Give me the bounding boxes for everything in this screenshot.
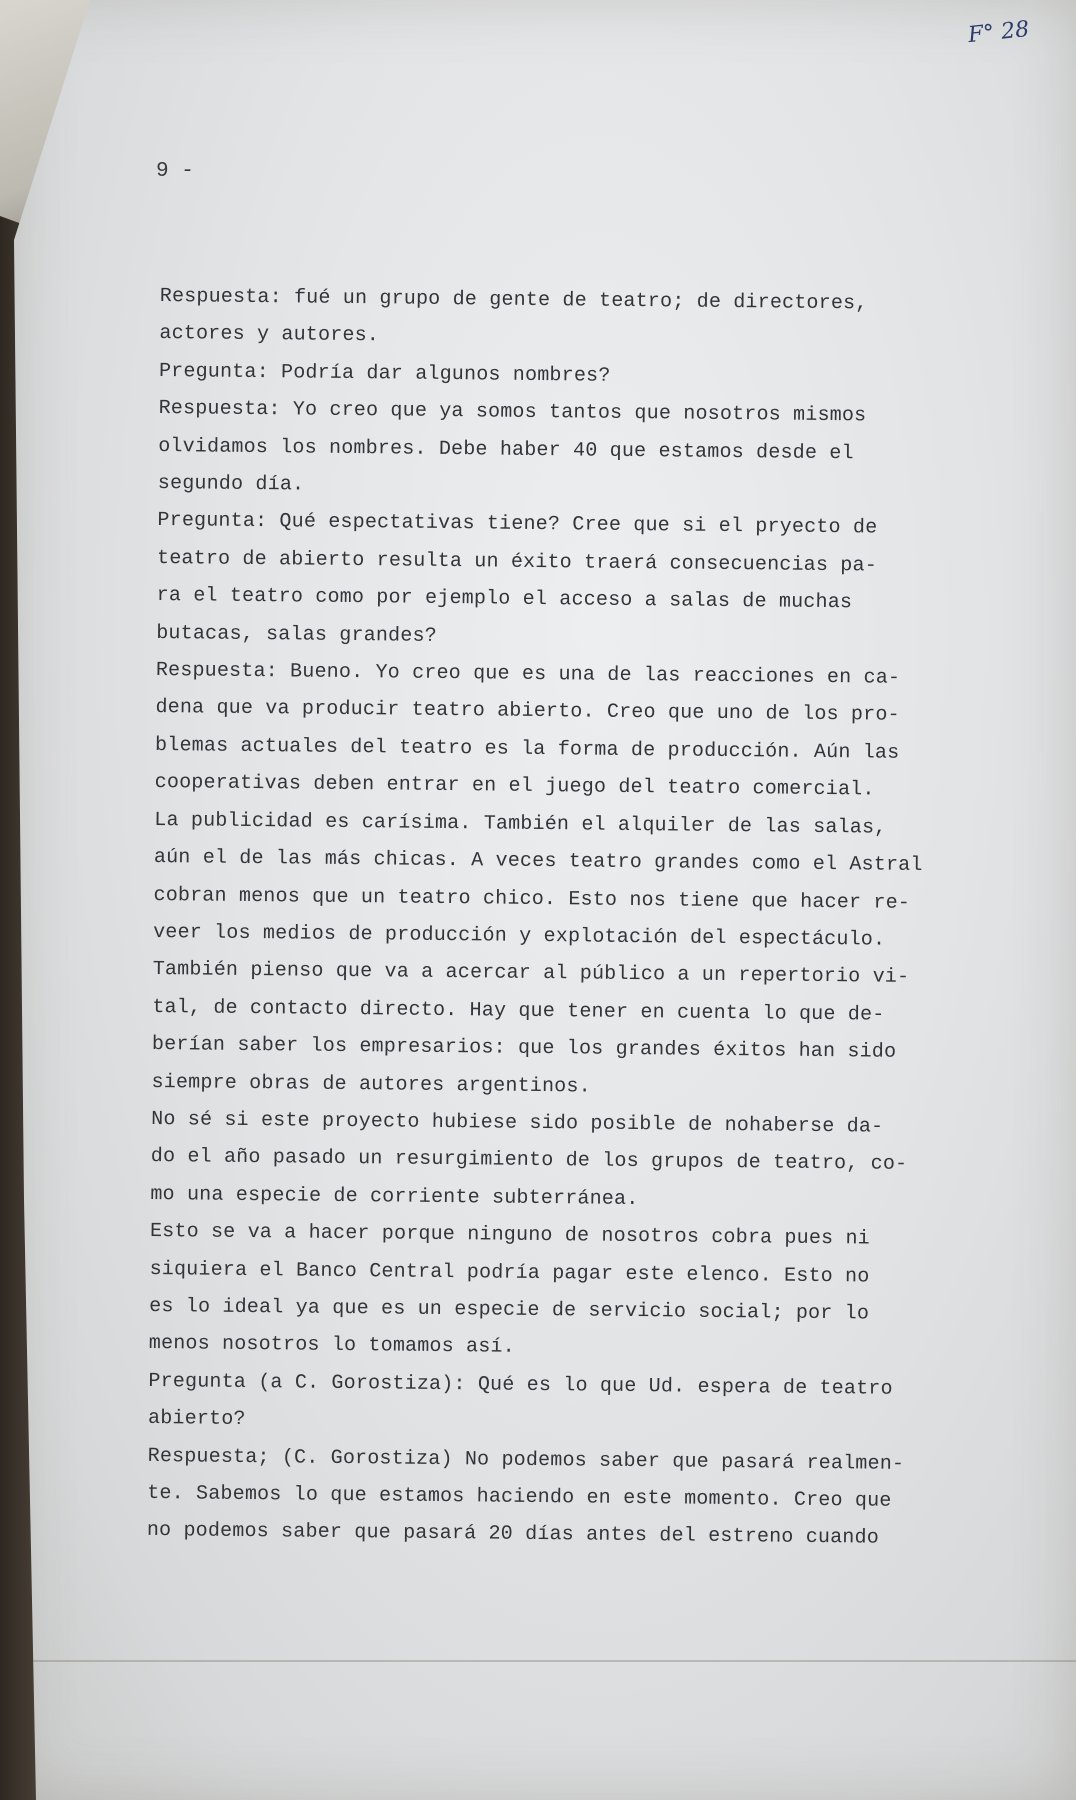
text-line: La publicidad es carísima. También el alquiler de las salas, bbox=[154, 808, 887, 840]
text-line: Respuesta: Yo creo que ya somos tantos que nosotros mismos bbox=[158, 397, 867, 428]
text-line: siempre obras de autores argentinos. bbox=[151, 1070, 591, 1099]
text-line: no podemos saber que pasará 20 días antes del estreno cuando bbox=[146, 1519, 880, 1551]
text-line: No sé si este proyecto hubiese sido posible de nohaberse da- bbox=[151, 1107, 884, 1139]
text-line: cobran menos que un teatro chico. Esto nos tiene que hacer re- bbox=[153, 883, 911, 915]
text-line: Pregunta (a C. Gorostiza): Qué es lo que Ud. espera de teatro bbox=[148, 1369, 893, 1401]
text-line: Pregunta: Podría dar algunos nombres? bbox=[158, 359, 611, 388]
page-number: 9 - bbox=[156, 160, 194, 183]
text-line: mo una especie de corriente subterránea. bbox=[150, 1182, 639, 1211]
text-line: segundo día. bbox=[157, 472, 305, 497]
text-line: es lo ideal ya que es un especie de servicio social; por lo bbox=[149, 1294, 870, 1326]
text-line: olvidamos los nombres. Debe haber 40 que estamos desde el bbox=[158, 434, 854, 465]
text-line: actores y autores. bbox=[159, 322, 380, 348]
text-line: do el año pasado un resurgimiento de los grupos de teatro, co- bbox=[150, 1145, 908, 1177]
text-line: teatro de abierto resulta un éxito traerá consecuencias pa- bbox=[156, 546, 878, 578]
text-line: Respuesta; (C. Gorostiza) No podemos saber que pasará realmen- bbox=[147, 1444, 905, 1476]
text-line: menos nosotros lo tomamos así. bbox=[148, 1332, 516, 1360]
typed-body-text bbox=[147, 278, 1010, 1559]
text-line: siquiera el Banco Central podría pagar este elenco. Esto no bbox=[149, 1257, 870, 1289]
text-line: También pienso que va a acercar al público a un repertorio vi- bbox=[152, 958, 910, 990]
text-line: abierto? bbox=[147, 1407, 246, 1432]
text-line: veer los medios de producción y explotación del espectáculo. bbox=[153, 920, 886, 952]
text-line: butacas, salas grandes? bbox=[156, 621, 438, 648]
text-line: Respuesta: fué un grupo de gente de teatro; de directores, bbox=[159, 284, 868, 316]
text-line: dena que va producir teatro abierto. Creo que uno de los pro- bbox=[155, 696, 900, 728]
folio-annotation: F° 28 bbox=[966, 16, 1031, 49]
text-line: aún el de las más chicas. A veces teatro grandes como el Astral bbox=[153, 846, 923, 878]
text-line: berían saber los empresarios: que los grandes éxitos han sido bbox=[151, 1033, 897, 1064]
text-line: blemas actuales del teatro es la forma de producción. Aún las bbox=[154, 733, 900, 765]
text-line: te. Sabemos lo que estamos haciendo en este momento. Creo que bbox=[147, 1481, 892, 1513]
text-line: Esto se va a hacer porque ninguno de nosotros cobra pues ni bbox=[149, 1220, 871, 1251]
text-line: cooperativas deben entrar en el juego del teatro comercial. bbox=[154, 771, 875, 802]
text-line: ra el teatro como por ejemplo el acceso a salas de muchas bbox=[156, 584, 853, 615]
text-line: tal, de contacto directo. Hay que tener en cuenta lo que de- bbox=[152, 995, 885, 1027]
text-line: Respuesta: Bueno. Yo creo que es una de las reacciones en ca- bbox=[155, 659, 901, 690]
text-line: Pregunta: Qué espectativas tiene? Cree que si el pryecto de bbox=[157, 509, 878, 540]
